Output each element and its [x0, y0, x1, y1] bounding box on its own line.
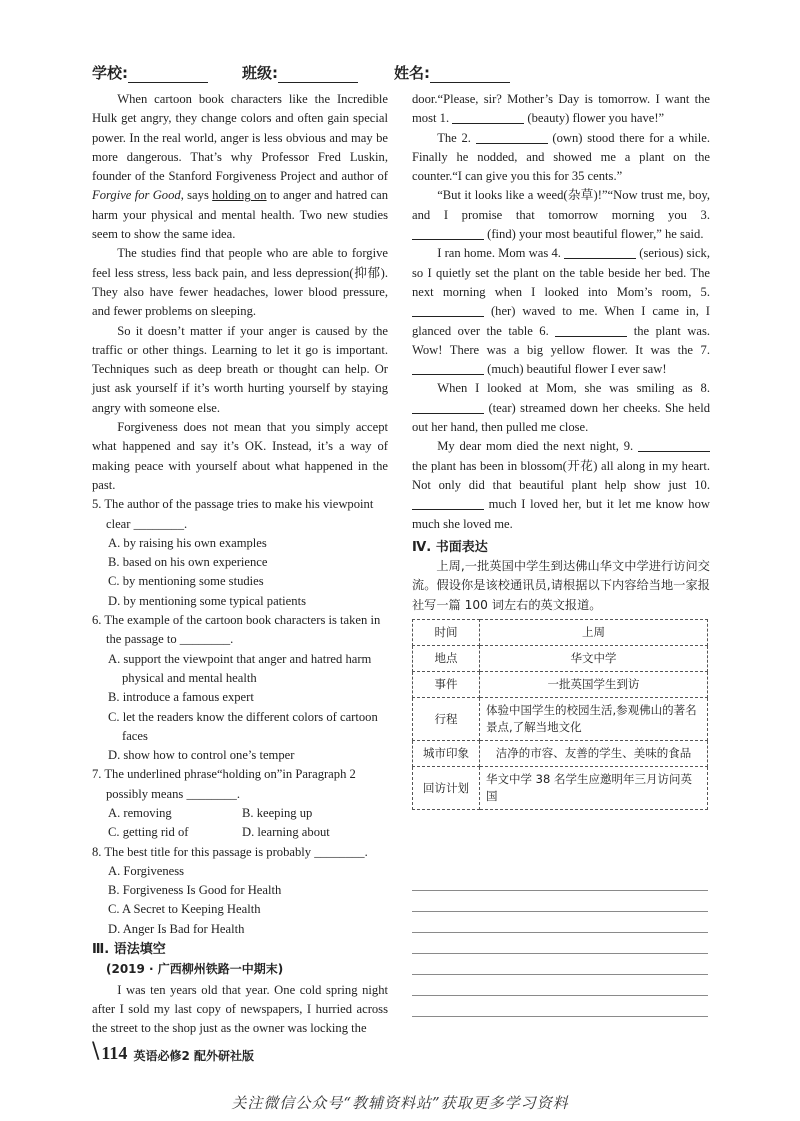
table-key: 行程	[413, 698, 480, 741]
page-footer	[92, 1040, 254, 1064]
q7-option-a[interactable]: A. removing	[108, 805, 172, 820]
blank-9[interactable]	[638, 439, 710, 452]
question-5: 5. The author of the passage tries to make his viewpoint clear ________.	[92, 497, 374, 531]
writing-line[interactable]	[412, 912, 708, 933]
question-6: 6. The example of the cartoon book characters is taken in the passage to ________.	[92, 613, 381, 647]
q8-option-d[interactable]: D. Anger Is Bad for Health	[108, 921, 245, 936]
q8-option-b[interactable]: B. Forgiveness Is Good for Health	[108, 883, 282, 898]
section-grammar-title: Ⅲ. 语法填空	[92, 942, 166, 958]
blank-10[interactable]	[412, 497, 484, 510]
writing-area[interactable]	[412, 870, 708, 1017]
grammar-paragraph-4: I ran home. Mom was 4. (serious) sick, so I quietly set the plant on the table beside her bed. The next morning when I looked into Mom’s room, 5. (her) waved to me. When I came in, I glanced over the table 6. the plant was. Wow! There was a big yellow flower. It was the 7. (much) beautiful flower I ever saw!	[412, 246, 711, 377]
q6-option-c[interactable]: C. let the readers know the different colors of cartoon faces	[108, 709, 378, 743]
table-key: 事件	[413, 672, 480, 698]
book-title: 英语必修2 配外研社版	[133, 1049, 254, 1063]
passage-paragraph-3: So it doesn’t matter if your anger is caused by the traffic or other things. Learning to let it go is important. Techniques such as deep breath or thought can help. Or just ask yourself if it’s worth hurting yourself by staying angry with someone else.	[92, 323, 388, 415]
school-label: 学校:	[92, 62, 208, 83]
blank-5[interactable]	[412, 304, 484, 317]
writing-line[interactable]	[412, 933, 708, 954]
right-column	[412, 90, 710, 810]
class-label: 班级:	[242, 62, 358, 83]
q6-option-b[interactable]: B. introduce a famous expert	[108, 690, 254, 705]
q7-option-d[interactable]: D. learning about	[242, 825, 330, 840]
page-number: 114	[101, 1043, 128, 1063]
writing-prompt: 上周,一批英国中学生到达佛山华文中学进行访问交流。假设你是该校通讯员,请根据以下内容给当地一家报社写一篇 100 词左右的英文报道。	[412, 559, 710, 612]
question-8: 8. The best title for this passage is probably ________.	[92, 844, 368, 859]
blank-2[interactable]	[476, 131, 548, 144]
q5-option-b[interactable]: B. based on his own experience	[108, 555, 268, 570]
grammar-intro: I was ten years old that year. One cold spring night after I sold my last copy of newspapers, I hurried across the street to the shop just as the owner was locking the	[92, 982, 388, 1036]
name-blank	[430, 68, 510, 83]
underlined-phrase: holding on	[212, 188, 267, 203]
left-column	[92, 90, 388, 1039]
grammar-paragraph-2: The 2. (own) stood there for a while. Finally he nodded, and showed me a plant on the counter.“I can give you this for 35 cents.”	[412, 130, 710, 184]
table-key: 回访计划	[413, 767, 480, 810]
writing-line[interactable]	[412, 954, 708, 975]
blank-7[interactable]	[412, 362, 484, 375]
grammar-paragraph-5: When I looked at Mom, she was smiling as 8. (tear) streamed down her cheeks. She held out her hand, then pulled me close.	[412, 381, 710, 435]
table-value: 华文中学 38 名学生应邀明年三月访问英国	[480, 767, 708, 810]
passage-paragraph-2: The studies find that people who are able to forgive feel less stress, less back pain, and less depression(抑郁). They also have fewer headaches, lower blood pressure, and fewer problems on sleeping.	[92, 246, 388, 319]
section-writing-title: Ⅳ. 书面表达	[412, 539, 488, 555]
q5-option-c[interactable]: C. by mentioning some studies	[108, 574, 264, 589]
grammar-paragraph-1: door.“Please, sir? Mother’s Day is tomorrow. I want the most 1. (beauty) flower you have!”	[412, 92, 710, 126]
writing-info-table	[412, 619, 708, 810]
q8-option-a[interactable]: A. Forgiveness	[108, 863, 185, 878]
q7-option-b[interactable]: B. keeping up	[242, 805, 313, 820]
table-key: 城市印象	[413, 741, 480, 767]
writing-line[interactable]	[412, 975, 708, 996]
passage-paragraph-4: Forgiveness does not mean that you simply accept what happened and say it’s OK. Instead, it’s a way of making peace with yourself about what happened in the past.	[92, 420, 388, 492]
q6-option-a[interactable]: A. support the viewpoint that anger and hatred harm physical and mental health	[108, 651, 372, 685]
table-value: 华文中学	[480, 646, 708, 672]
writing-line[interactable]	[412, 891, 708, 912]
blank-4[interactable]	[564, 246, 636, 259]
table-value: 一批英国学生到访	[480, 672, 708, 698]
table-row	[413, 767, 708, 810]
table-row	[413, 646, 708, 672]
table-key: 地点	[413, 646, 480, 672]
table-value: 上周	[480, 620, 708, 646]
table-row	[413, 698, 708, 741]
blank-1[interactable]	[452, 111, 524, 124]
passage-paragraph-1: When cartoon book characters like the Incredible Hulk get angry, they change colors and often gain special power. In the real world, anger is less obvious and may be more dangerous. That’s why Professor Fred Luskin, founder of the Stanford Forgiveness Project and author of Forgive for Good, says holding on to anger and hatred can harm your physical and mental health. Two new studies seem to show the same idea.	[92, 92, 388, 242]
table-value: 体验中国学生的校园生活,参观佛山的著名景点,了解当地文化	[480, 698, 708, 741]
table-value: 洁净的市容、友善的学生、美味的食品	[480, 741, 708, 767]
writing-line[interactable]	[412, 996, 708, 1017]
q8-option-c[interactable]: C. A Secret to Keeping Health	[108, 902, 261, 917]
table-key: 时间	[413, 620, 480, 646]
school-blank	[128, 68, 208, 83]
wechat-promo-note: 关注微信公众号“教辅资料站”获取更多学习资料	[231, 1094, 569, 1112]
q5-option-d[interactable]: D. by mentioning some typical patients	[108, 593, 306, 608]
q7-options-row-1	[92, 804, 388, 823]
blank-3[interactable]	[412, 227, 484, 240]
name-label: 姓名:	[394, 62, 510, 83]
writing-line[interactable]	[412, 870, 708, 891]
q5-option-a[interactable]: A. by raising his own examples	[108, 535, 267, 550]
footer-slash-decoration: \	[92, 1039, 100, 1064]
q7-option-c[interactable]: C. getting rid of	[108, 825, 189, 840]
student-info-header	[92, 58, 712, 84]
blank-6[interactable]	[555, 324, 627, 337]
q6-option-d[interactable]: D. show how to control one’s temper	[108, 748, 295, 763]
table-row	[413, 741, 708, 767]
class-blank	[278, 68, 358, 83]
blank-8[interactable]	[412, 401, 484, 414]
q7-options-row-2	[92, 823, 388, 842]
grammar-source: (2019 · 广西柳州铁路一中期末)	[106, 962, 284, 977]
table-row	[413, 620, 708, 646]
grammar-paragraph-3: “But it looks like a weed(杂草)!”“Now trust me, boy, and I promise that tomorrow morning you 3. (find) your most beautiful flower,” he said.	[412, 188, 710, 242]
grammar-paragraph-6: My dear mom died the next night, 9. the plant has been in blossom(开花) all along in my heart. Not only did that beautiful plant help show just 10. much I loved her, but it let me know how much she loved me.	[412, 439, 710, 531]
table-row	[413, 672, 708, 698]
question-7: 7. The underlined phrase“holding on”in Paragraph 2 possibly means ________.	[92, 767, 356, 801]
